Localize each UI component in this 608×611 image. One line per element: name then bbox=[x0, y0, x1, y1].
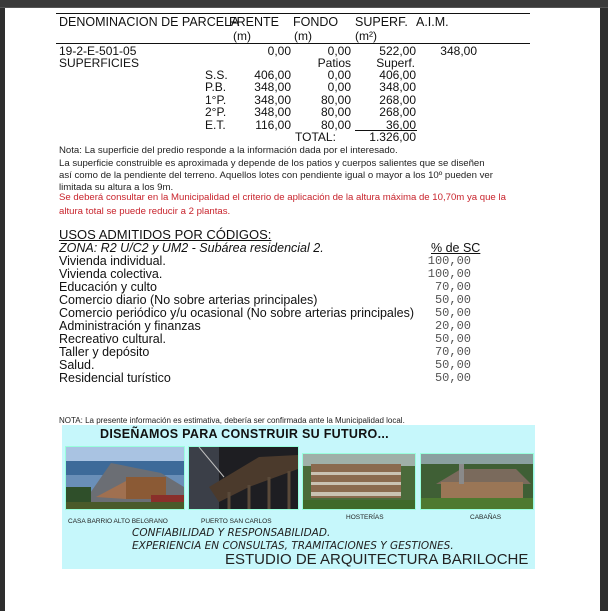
warning-line-1: Se deberá consultar en la Municipalidad el criterio de aplicación de la altura máxima de 10,70m ya que la bbox=[59, 192, 506, 203]
parcel-fondo: 0,00 bbox=[327, 44, 351, 58]
floor-level: 2°P. bbox=[205, 105, 227, 120]
caption-casa-barrio-alto-belgrano: CASA BARRIO ALTO BELGRANO bbox=[68, 518, 168, 525]
header-fondo: FONDO bbox=[293, 15, 339, 29]
banner-title: DISEÑAMOS PARA CONSTRUIR SU FUTURO... bbox=[100, 427, 389, 441]
document-page bbox=[5, 8, 600, 611]
header-aim: A.I.M. bbox=[416, 15, 449, 29]
parcel-aim: 348,00 bbox=[440, 44, 477, 58]
usos-title: USOS ADMITIDOS POR CÓDIGOS: bbox=[59, 227, 272, 242]
floor-patios: 80,00 bbox=[320, 105, 351, 120]
patios-label: Patios bbox=[317, 56, 351, 70]
superf-label: Superf. bbox=[376, 56, 415, 70]
photo-hosterias bbox=[302, 453, 416, 510]
use-item-label: Recreativo cultural. bbox=[59, 332, 166, 346]
use-item-value: 70,00 bbox=[434, 280, 471, 294]
use-item-value: 100,00 bbox=[427, 267, 471, 281]
use-item-value: 20,00 bbox=[434, 319, 471, 333]
header-denominacion: DENOMINACION DE PARCELA bbox=[59, 15, 240, 29]
caption-cabanas: CABAÑAS bbox=[470, 514, 502, 521]
photo-casa-barrio-alto-belgrano bbox=[65, 446, 185, 510]
parcel-superf: 522,00 bbox=[379, 44, 416, 58]
pier-image bbox=[189, 447, 298, 509]
floor-area: 348,00 bbox=[254, 105, 291, 120]
use-item-value: 70,00 bbox=[434, 345, 471, 359]
use-item-value: 50,00 bbox=[434, 332, 471, 346]
use-item-label: Vivienda individual. bbox=[59, 254, 166, 268]
floor-superf: 348,00 bbox=[379, 80, 416, 95]
parcel-id: 19-2-E-501-05 bbox=[59, 44, 137, 58]
floor-level: P.B. bbox=[205, 80, 227, 95]
use-item-value: 50,00 bbox=[434, 371, 471, 385]
floor-area: 406,00 bbox=[254, 68, 291, 82]
slogan-line-2: EXPERIENCIA EN CONSULTAS, TRAMITACIONES Y GESTIONES. bbox=[132, 540, 454, 552]
header-frente: FRENTE bbox=[229, 15, 279, 29]
total-value: 1.326,00 bbox=[369, 130, 416, 144]
total-label: TOTAL: bbox=[295, 130, 336, 144]
floor-patios: 80,00 bbox=[320, 92, 351, 107]
use-item-value: 50,00 bbox=[434, 358, 471, 372]
floor-patios: 0,00 bbox=[327, 68, 351, 82]
floor-level: E.T. bbox=[205, 117, 226, 132]
ad-banner bbox=[62, 425, 535, 569]
use-item-label: Administración y finanzas bbox=[59, 319, 201, 333]
note-line-3: así como de la pendiente del terreno. Aquellos lotes con pendiente igual o mayor a los 10º pueden ver bbox=[59, 170, 493, 181]
table-top-rule bbox=[56, 13, 530, 14]
house-lake-image bbox=[66, 447, 184, 509]
sc-header: % de SC bbox=[431, 241, 481, 255]
slogan-line-1: CONFIABILIDAD Y RESPONSABILIDAD. bbox=[132, 527, 331, 539]
viewer-top-bar bbox=[0, 0, 608, 8]
caption-hosterias: HOSTERÍAS bbox=[346, 514, 384, 521]
floor-superf: 268,00 bbox=[379, 92, 416, 107]
use-item-label: Vivienda colectiva. bbox=[59, 267, 163, 281]
header-superf-unit: (m²) bbox=[355, 29, 377, 43]
header-frente-unit: (m) bbox=[233, 29, 251, 43]
use-item-label: Residencial turístico bbox=[59, 371, 171, 385]
use-item-value: 50,00 bbox=[434, 293, 471, 307]
use-item-label: Taller y depósito bbox=[59, 345, 150, 359]
use-item-label: Comercio diario (No sobre arterias principales) bbox=[59, 293, 318, 307]
photo-cabanas bbox=[420, 453, 534, 510]
floor-level: 1°P. bbox=[205, 92, 227, 107]
nota-final: NOTA: La presente información es estimativa, debería ser confirmada ante la Municipalidad local. bbox=[59, 416, 405, 425]
note-line-4: limitada su altura a los 9m. bbox=[59, 182, 174, 193]
photo-puerto-san-carlos bbox=[188, 446, 299, 510]
use-item-label: Comercio periódico y/u ocasional (No sobre arterias principales) bbox=[59, 306, 415, 320]
studio-name: ESTUDIO DE ARQUITECTURA BARILOCHE bbox=[225, 551, 529, 568]
floor-superf: 36,00 bbox=[385, 117, 416, 132]
note-line-2: La superficie construible es aproximada y depende de los patios y cuerpos salientes que se diseñen bbox=[59, 158, 485, 169]
use-item-label: Educación y culto bbox=[59, 280, 157, 294]
superficies-label: SUPERFICIES bbox=[59, 56, 140, 70]
use-item-label: Salud. bbox=[59, 358, 95, 372]
floor-area: 116,00 bbox=[255, 117, 291, 132]
floor-patios: 0,00 bbox=[327, 80, 351, 95]
caption-puerto-san-carlos: PUERTO SAN CARLOS bbox=[201, 518, 272, 525]
floor-area: 348,00 bbox=[254, 80, 291, 95]
use-item-value: 100,00 bbox=[427, 254, 471, 268]
floor-area: 348,00 bbox=[254, 92, 291, 107]
note-line-1: Nota: La superficie del predio responde a la información dada por el interesado. bbox=[59, 145, 398, 156]
floor-superf: 406,00 bbox=[379, 68, 416, 82]
warning-line-2: altura total se puede reducir a 2 plantas. bbox=[59, 206, 231, 217]
floor-superf: 268,00 bbox=[379, 105, 416, 120]
cabana-image bbox=[421, 454, 533, 509]
header-fondo-unit: (m) bbox=[294, 29, 312, 43]
hosteria-image bbox=[303, 454, 415, 509]
parcel-frente: 0,00 bbox=[267, 44, 291, 58]
header-superf: SUPERF. bbox=[355, 15, 408, 29]
floor-level: S.S. bbox=[205, 68, 228, 82]
zona-label: ZONA: R2 U/C2 y UM2 - Subárea residencial 2. bbox=[59, 241, 324, 255]
floor-patios: 80,00 bbox=[320, 117, 351, 132]
use-item-value: 50,00 bbox=[434, 306, 471, 320]
